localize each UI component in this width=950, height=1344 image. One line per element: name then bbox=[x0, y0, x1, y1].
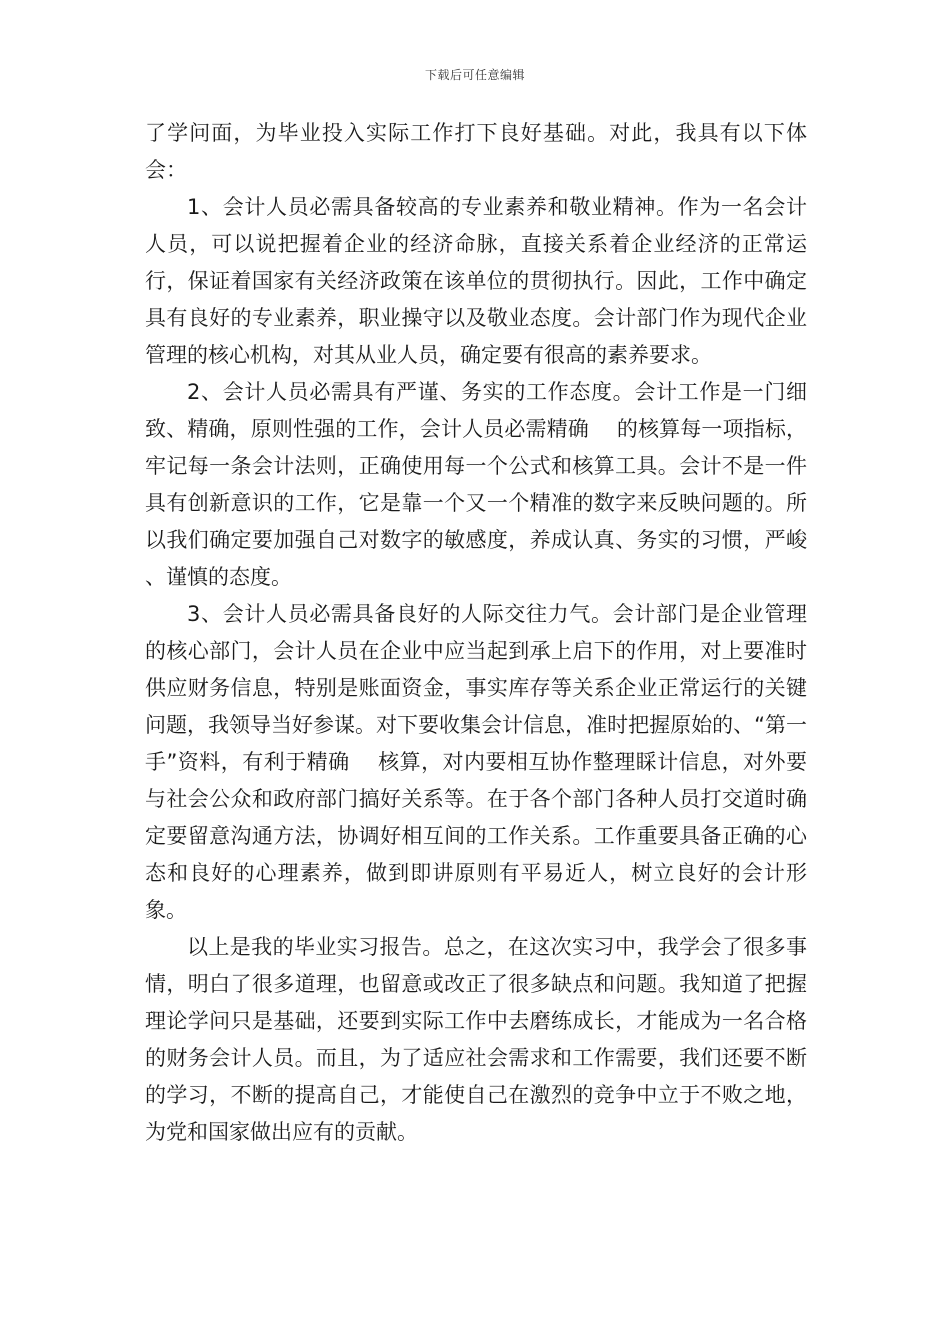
paragraph-point-3: 3、会计人员必需具备良好的人际交往力气。会计部门是企业管理的核心部门，会计人员在企业中应当起到承上启下的作用，对上要准时供应财务信息，特别是账面资金，事实库存等关系企业正常运行的关键问题，我领导当好参谋。对下要收集会计信息，准时把握原始的、“第一手”资料，有利于精确 核算，对内要相互协作整理睬计信息，对外要与社会公众和政府部门搞好关系等。在于各个部门各种人员打交道时确定要留意沟通方法，协调好相互间的工作关系。工作重要具备正确的心态和良好的心理素养，做到即讲原则有平易近人，树立良好的会计形象。 bbox=[145, 602, 807, 922]
paragraph-continuation: 了学问面，为毕业投入实际工作打下良好基础。对此，我具有以下体会： bbox=[145, 121, 807, 182]
page-header: 下载后可任意编辑 bbox=[424, 68, 525, 82]
paragraph-conclusion: 以上是我的毕业实习报告。总之，在这次实习中，我学会了很多事情，明白了很多道理，也留意或改正了很多缺点和问题。我知道了把握理论学问只是基础，还要到实际工作中去磨练成长，才能成为一名合格的财务会计人员。而且，为了适应社会需求和工作需要，我们还要不断的学习，不断的提高自己，才能使自己在激烈的竞争中立于不败之地，为党和国家做出应有的贡献。 bbox=[145, 935, 807, 1144]
paragraph-point-2: 2、会计人员必需具有严谨、务实的工作态度。会计工作是一门细致、精确，原则性强的工作，会计人员必需精确 的核算每一项指标，牢记每一条会计法则，正确使用每一个公式和核算工具。会计不是一件具有创新意识的工作，它是靠一个又一个精准的数字来反映问题的。所以我们确定要加强自己对数字的敏感度，养成认真、务实的习惯，严峻 、谨慎的态度。 bbox=[145, 380, 807, 589]
document-body bbox=[145, 115, 807, 1151]
paragraph-point-1: 1、会计人员必需具备较高的专业素养和敬业精神。作为一名会计人员，可以说把握着企业的经济命脉，直接关系着企业经济的正常运行，保证着国家有关经济政策在该单位的贯彻执行。因此，工作中确定具有良好的专业素养，职业操守以及敬业态度。会计部门作为现代企业管理的核心机构，对其从业人员，确定要有很高的素养要求。 bbox=[145, 195, 807, 367]
